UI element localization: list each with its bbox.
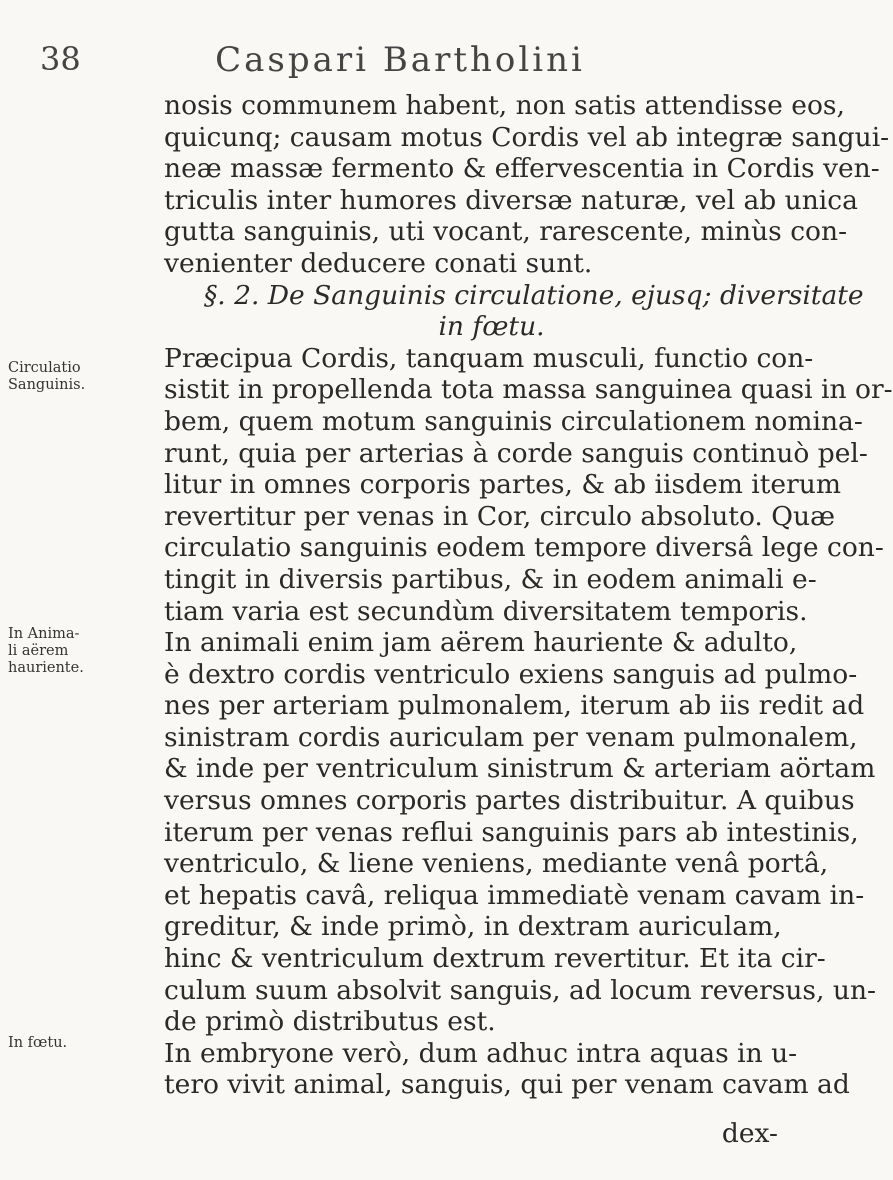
text-line: hinc & ventriculum dextrum revertitur. Et ita cir- (164, 943, 826, 975)
text-line: litur in omnes corporis partes, & ab iisdem iterum (164, 469, 841, 501)
margin-note-line: li aërem (8, 643, 69, 659)
text-line: circulatio sanguinis eodem tempore diversâ lege con- (164, 532, 884, 564)
text-line: tero vivit animal, sanguis, qui per venam cavam ad (164, 1069, 850, 1101)
section-heading-cont: in fœtu. (438, 311, 545, 343)
margin-note-line: In Anima- (8, 626, 80, 642)
catchword: dex- (721, 1118, 778, 1149)
text-line: neæ massæ fermento & effervescentia in Cordis ven- (164, 153, 880, 185)
text-line: de primò distributus est. (164, 1006, 496, 1038)
text-line: tingit in diversis partibus, & in eodem animali e- (164, 563, 817, 595)
margin-note-circulatio (8, 360, 118, 394)
running-head: Caspari Bartholini (215, 40, 585, 80)
margin-note-line: hauriente. (8, 660, 84, 676)
text-line: venienter deducere conati sunt. (164, 247, 593, 279)
section-heading: §. 2. De Sanguinis circulatione, ejusq; diversitate (204, 279, 864, 311)
text-line: sinistram cordis auriculam per venam pulmonalem, (164, 721, 858, 753)
margin-note-in-animali (8, 626, 118, 677)
text-line: revertitur per venas in Cor, circulo absoluto. Quæ (164, 500, 835, 532)
text-line: ventriculo, & liene veniens, mediante venâ portâ, (164, 848, 829, 880)
text-line: iterum per venas reflui sanguinis pars ab intestinis, (164, 816, 859, 848)
text-line: tiam varia est secundùm diversitatem temporis. (164, 595, 808, 627)
text-line: nosis communem habent, non satis attendisse eos, (164, 90, 845, 121)
text-line: culum suum absolvit sanguis, ad locum reversus, un- (164, 974, 876, 1006)
text-line: triculis inter humores diversæ naturæ, vel ab unica (164, 184, 858, 216)
text-line: In embryone verò, dum adhuc intra aquas in u- (164, 1037, 798, 1069)
text-line: & inde per ventriculum sinistrum & arteriam aörtam (164, 753, 876, 785)
text-line: Præcipua Cordis, tanquam musculi, functio con- (164, 342, 814, 374)
text-line: sistit in propellenda tota massa sanguinea quasi in or- (164, 374, 893, 406)
text-line: quicunq; causam motus Cordis vel ab integræ sangui- (164, 121, 890, 153)
margin-note-in-foetu (8, 1035, 118, 1052)
text-line: runt, quia per arterias à corde sanguis continuò pel- (164, 437, 868, 469)
text-line: nes per arteriam pulmonalem, iterum ab iis redit ad (164, 690, 865, 722)
text-line: greditur, & inde primò, in dextram auriculam, (164, 911, 782, 943)
text-line: et hepatis cavâ, reliqua immediatè venam cavam in- (164, 879, 865, 911)
page-number: 38 (40, 40, 81, 78)
text-line: è dextro cordis ventriculo exiens sanguis ad pulmo- (164, 658, 858, 690)
text-line: In animali enim jam aërem hauriente & adulto, (164, 627, 798, 659)
margin-note-line: Sanguinis. (8, 377, 86, 393)
text-line: gutta sanguinis, uti vocant, rarescente, minùs con- (164, 216, 848, 248)
text-line: versus omnes corporis partes distribuitur. A quibus (164, 785, 855, 817)
margin-note-line: In fœtu. (8, 1035, 68, 1051)
margin-note-line: Circulatio (8, 360, 81, 376)
text-line: bem, quem motum sanguinis circulationem nomina- (164, 405, 863, 437)
body-text (164, 90, 893, 1101)
